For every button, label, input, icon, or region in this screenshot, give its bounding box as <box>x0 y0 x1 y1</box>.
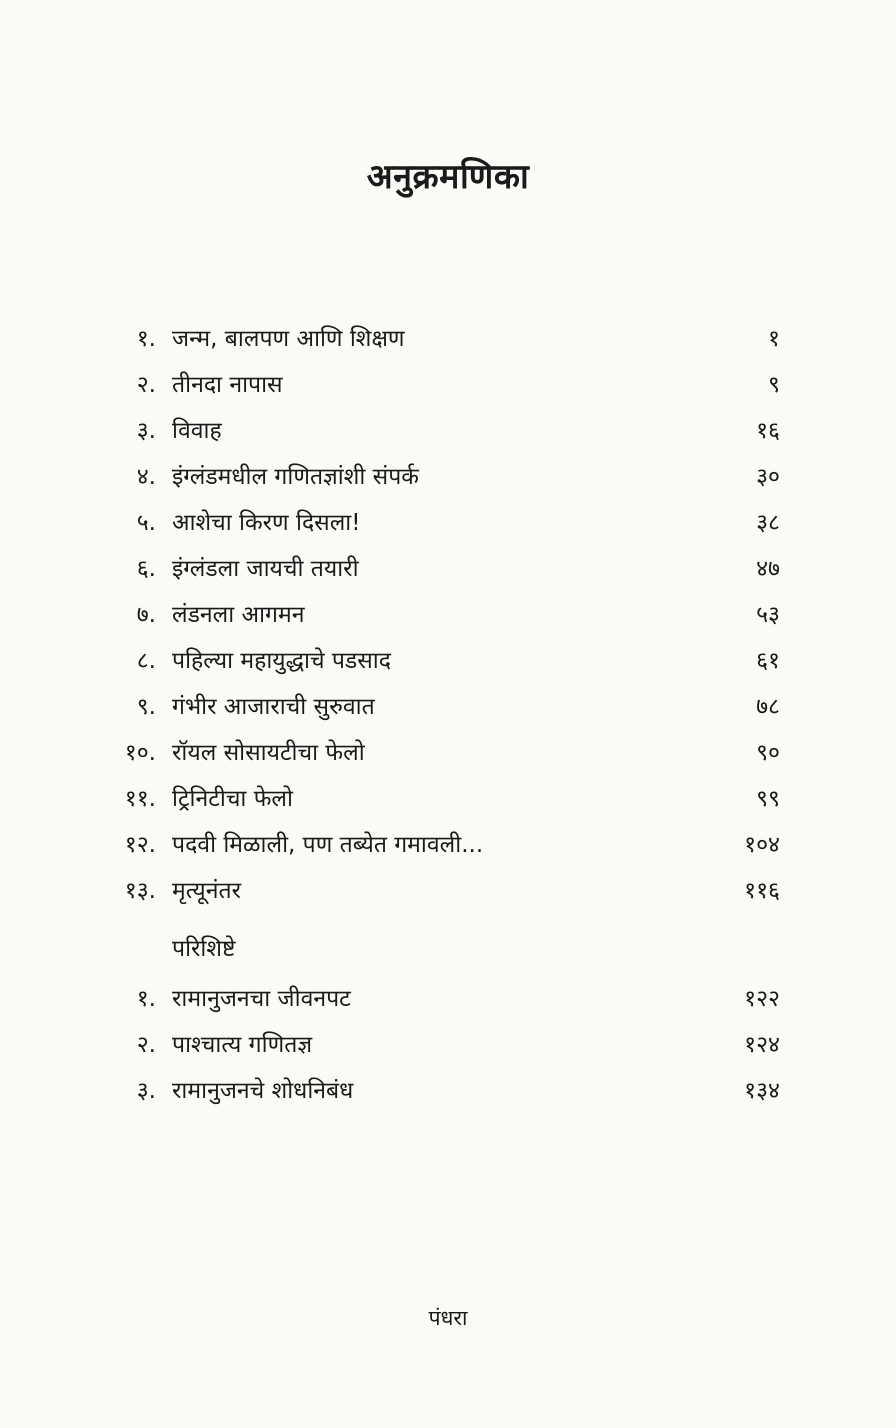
toc-row <box>0 316 896 362</box>
toc-row <box>0 822 896 868</box>
chapter-title: लंडनला आगमन <box>172 602 305 628</box>
chapter-number: ८. <box>136 648 156 674</box>
chapter-title: आशेचा किरण दिसला! <box>172 510 361 536</box>
chapter-title: तीनदा नापास <box>172 372 283 398</box>
chapter-number: ७. <box>136 602 156 628</box>
chapter-number: ४. <box>136 464 156 490</box>
appendix-number: १. <box>136 986 156 1012</box>
chapter-title: इंग्लंडला जायची तयारी <box>172 556 359 582</box>
toc-row <box>0 592 896 638</box>
chapter-title: ट्रिनिटीचा फेलो <box>172 786 293 812</box>
chapter-page: ३८ <box>756 510 780 536</box>
chapter-page: १ <box>768 326 780 352</box>
toc-row <box>0 454 896 500</box>
chapter-number: २. <box>136 372 156 398</box>
appendix-row <box>0 1068 896 1114</box>
appendix-page: १३४ <box>744 1078 780 1104</box>
appendix-page: १२२ <box>744 986 780 1012</box>
table-of-contents <box>0 316 896 1114</box>
chapter-number: ९. <box>136 694 156 720</box>
appendix-heading: परिशिष्टे <box>172 936 236 962</box>
chapter-title: पहिल्या महायुद्धाचे पडसाद <box>172 648 391 674</box>
chapter-page: १०४ <box>744 832 780 858</box>
chapter-number: ६. <box>136 556 156 582</box>
chapter-page: ९० <box>756 740 780 766</box>
chapter-title: गंभीर आजाराची सुरुवात <box>172 694 375 720</box>
toc-row <box>0 868 896 914</box>
chapter-page: ७८ <box>756 694 780 720</box>
chapter-page: ९९ <box>756 786 780 812</box>
appendix-number: ३. <box>136 1078 156 1104</box>
chapter-page: ११६ <box>744 878 780 904</box>
chapter-page: ३० <box>756 464 780 490</box>
chapter-page: ४७ <box>756 556 780 582</box>
chapter-title: इंग्लंडमधील गणितज्ञांशी संपर्क <box>172 464 419 490</box>
chapter-number: १३. <box>124 878 156 904</box>
chapter-number: १. <box>136 326 156 352</box>
appendix-page: १२४ <box>744 1032 780 1058</box>
page-number-footer: पंधरा <box>428 1306 468 1330</box>
toc-row <box>0 500 896 546</box>
page-title: अनुक्रमणिका <box>366 157 530 197</box>
appendix-number: २. <box>136 1032 156 1058</box>
chapter-number: १२. <box>124 832 156 858</box>
chapter-number: ३. <box>136 418 156 444</box>
chapter-title: जन्म, बालपण आणि शिक्षण <box>172 326 405 352</box>
chapter-page: ६१ <box>756 648 780 674</box>
toc-row <box>0 730 896 776</box>
toc-row <box>0 546 896 592</box>
appendix-title: पाश्चात्य गणितज्ञ <box>172 1032 313 1058</box>
toc-row <box>0 776 896 822</box>
appendix-heading-row <box>0 914 896 976</box>
chapter-number: ११. <box>124 786 156 812</box>
chapter-title: विवाह <box>172 418 222 444</box>
chapter-title: पदवी मिळाली, पण तब्येत गमावली... <box>172 832 484 858</box>
toc-row <box>0 362 896 408</box>
chapter-page: ५३ <box>756 602 780 628</box>
chapter-number: १०. <box>124 740 156 766</box>
chapter-page: ९ <box>768 372 780 398</box>
chapter-page: १६ <box>756 418 780 444</box>
toc-row <box>0 638 896 684</box>
chapter-title: रॉयल सोसायटीचा फेलो <box>172 740 365 766</box>
appendix-row <box>0 976 896 1022</box>
toc-row <box>0 408 896 454</box>
toc-row <box>0 684 896 730</box>
appendix-title: रामानुजनचा जीवनपट <box>172 986 351 1012</box>
chapter-title: मृत्यूनंतर <box>172 878 242 904</box>
chapter-number: ५. <box>136 510 156 536</box>
appendix-row <box>0 1022 896 1068</box>
appendix-title: रामानुजनचे शोधनिबंध <box>172 1078 354 1104</box>
